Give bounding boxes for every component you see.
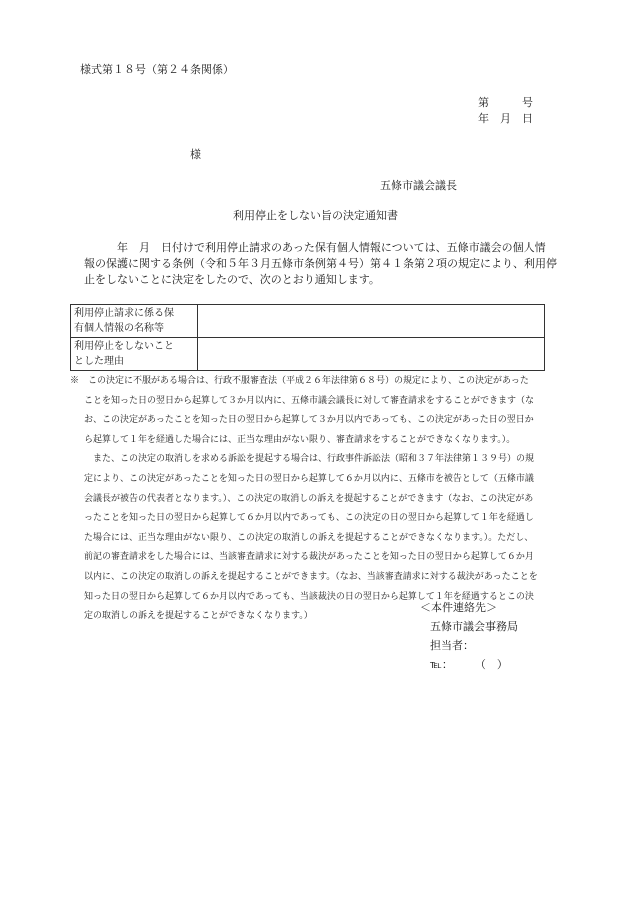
note-line: ら起算して１年を経過した場合には、正当な理由がない限り、審査請求をすることができなくなります。）。 <box>84 434 516 445</box>
label-line: 利用停止をしないこと <box>74 341 174 352</box>
table-value-cell <box>198 305 545 338</box>
note-line: 前記の審査請求をした場合には、当該審査請求に対する裁決があったことを知った日の翌日から起算して６か月 <box>84 552 534 563</box>
document-title: 利用停止をしない旨の決定通知書 <box>233 209 398 222</box>
issue-date: 年 月 日 <box>478 112 533 125</box>
note-line: また、この決定の取消しを求める訴訟を提起する場合は、行政事件訴訟法（昭和３７年法律第１３９号）の規 <box>84 454 535 465</box>
note-line: ったことを知った日の翌日から起算して６か月以内であっても、この決定の日の翌日から起算して１年を経過し <box>84 513 534 524</box>
note-line: 会議長が被告の代表者となります。）、この決定の取消しの訴えを提起することができます（なお、この決定があ <box>84 493 534 504</box>
table-label-cell <box>71 338 198 371</box>
note-line: ※ この決定に不服がある場合は、行政不服審査法（平成２６年法律第６８号）の規定により、この決定があった <box>70 376 529 386</box>
info-table <box>70 304 545 371</box>
table-row <box>71 338 545 371</box>
body-line: 年 月 日付けで利用停止請求のあった保有個人情報については、五條市議会の個人情 <box>84 241 546 254</box>
recipient-honorific: 様 <box>190 148 201 161</box>
note-line: お、この決定があったことを知った日の翌日から起算して３か月以内であっても、この決定があった日の翌日か <box>84 415 534 426</box>
table-row <box>71 305 545 338</box>
sender-name: 五條市議会議長 <box>380 179 457 192</box>
note-line: 定の取消しの訴えを提起することができなくなります。） <box>84 611 313 622</box>
body-line: 止をしないことに決定をしたので、次のとおり通知します。 <box>84 273 380 286</box>
label-line: 有個人情報の名称等 <box>74 323 164 334</box>
document-number: 第 号 <box>478 96 533 109</box>
body-paragraph <box>84 240 557 288</box>
note-line: ことを知った日の翌日から起算して３か月以内に、五條市議会議長に対して審査請求をすることができます（な <box>84 395 535 406</box>
contact-block <box>420 598 518 674</box>
table-label-cell <box>71 305 198 338</box>
body-line: 報の保護に関する条例（令和５年３月五條市条例第４号）第４１条第２項の規定により、利用停 <box>84 257 557 270</box>
contact-office: 五條市議会事務局 <box>430 620 518 633</box>
note-line: 定により、この決定があったことを知った日の翌日から起算して６か月以内に、五條市を被告として（五條市議 <box>84 473 534 484</box>
contact-heading: ＜本件連絡先＞ <box>420 601 497 614</box>
note-line: 以内に、この決定の取消しの訴えを提起することができます。（なお、当該審査請求に対する裁決があったことを <box>84 571 538 582</box>
contact-phone: ℡： （ ） <box>430 658 508 671</box>
note-line: た場合には、正当な理由がない限り、この決定の取消しの訴えを提起することができなくなります。）。ただし、 <box>84 532 534 543</box>
note-line: 知った日の翌日から起算して６か月以内であっても、当該裁決の日の翌日から起算して１年を経過するとこの決 <box>84 591 534 602</box>
notes-section <box>70 372 550 627</box>
label-line: とした理由 <box>74 356 124 367</box>
table-value-cell <box>198 338 545 371</box>
form-number: 様式第１８号（第２４条関係） <box>80 63 234 76</box>
label-line: 利用停止請求に係る保 <box>74 308 174 319</box>
contact-person: 担当者： <box>430 639 474 652</box>
